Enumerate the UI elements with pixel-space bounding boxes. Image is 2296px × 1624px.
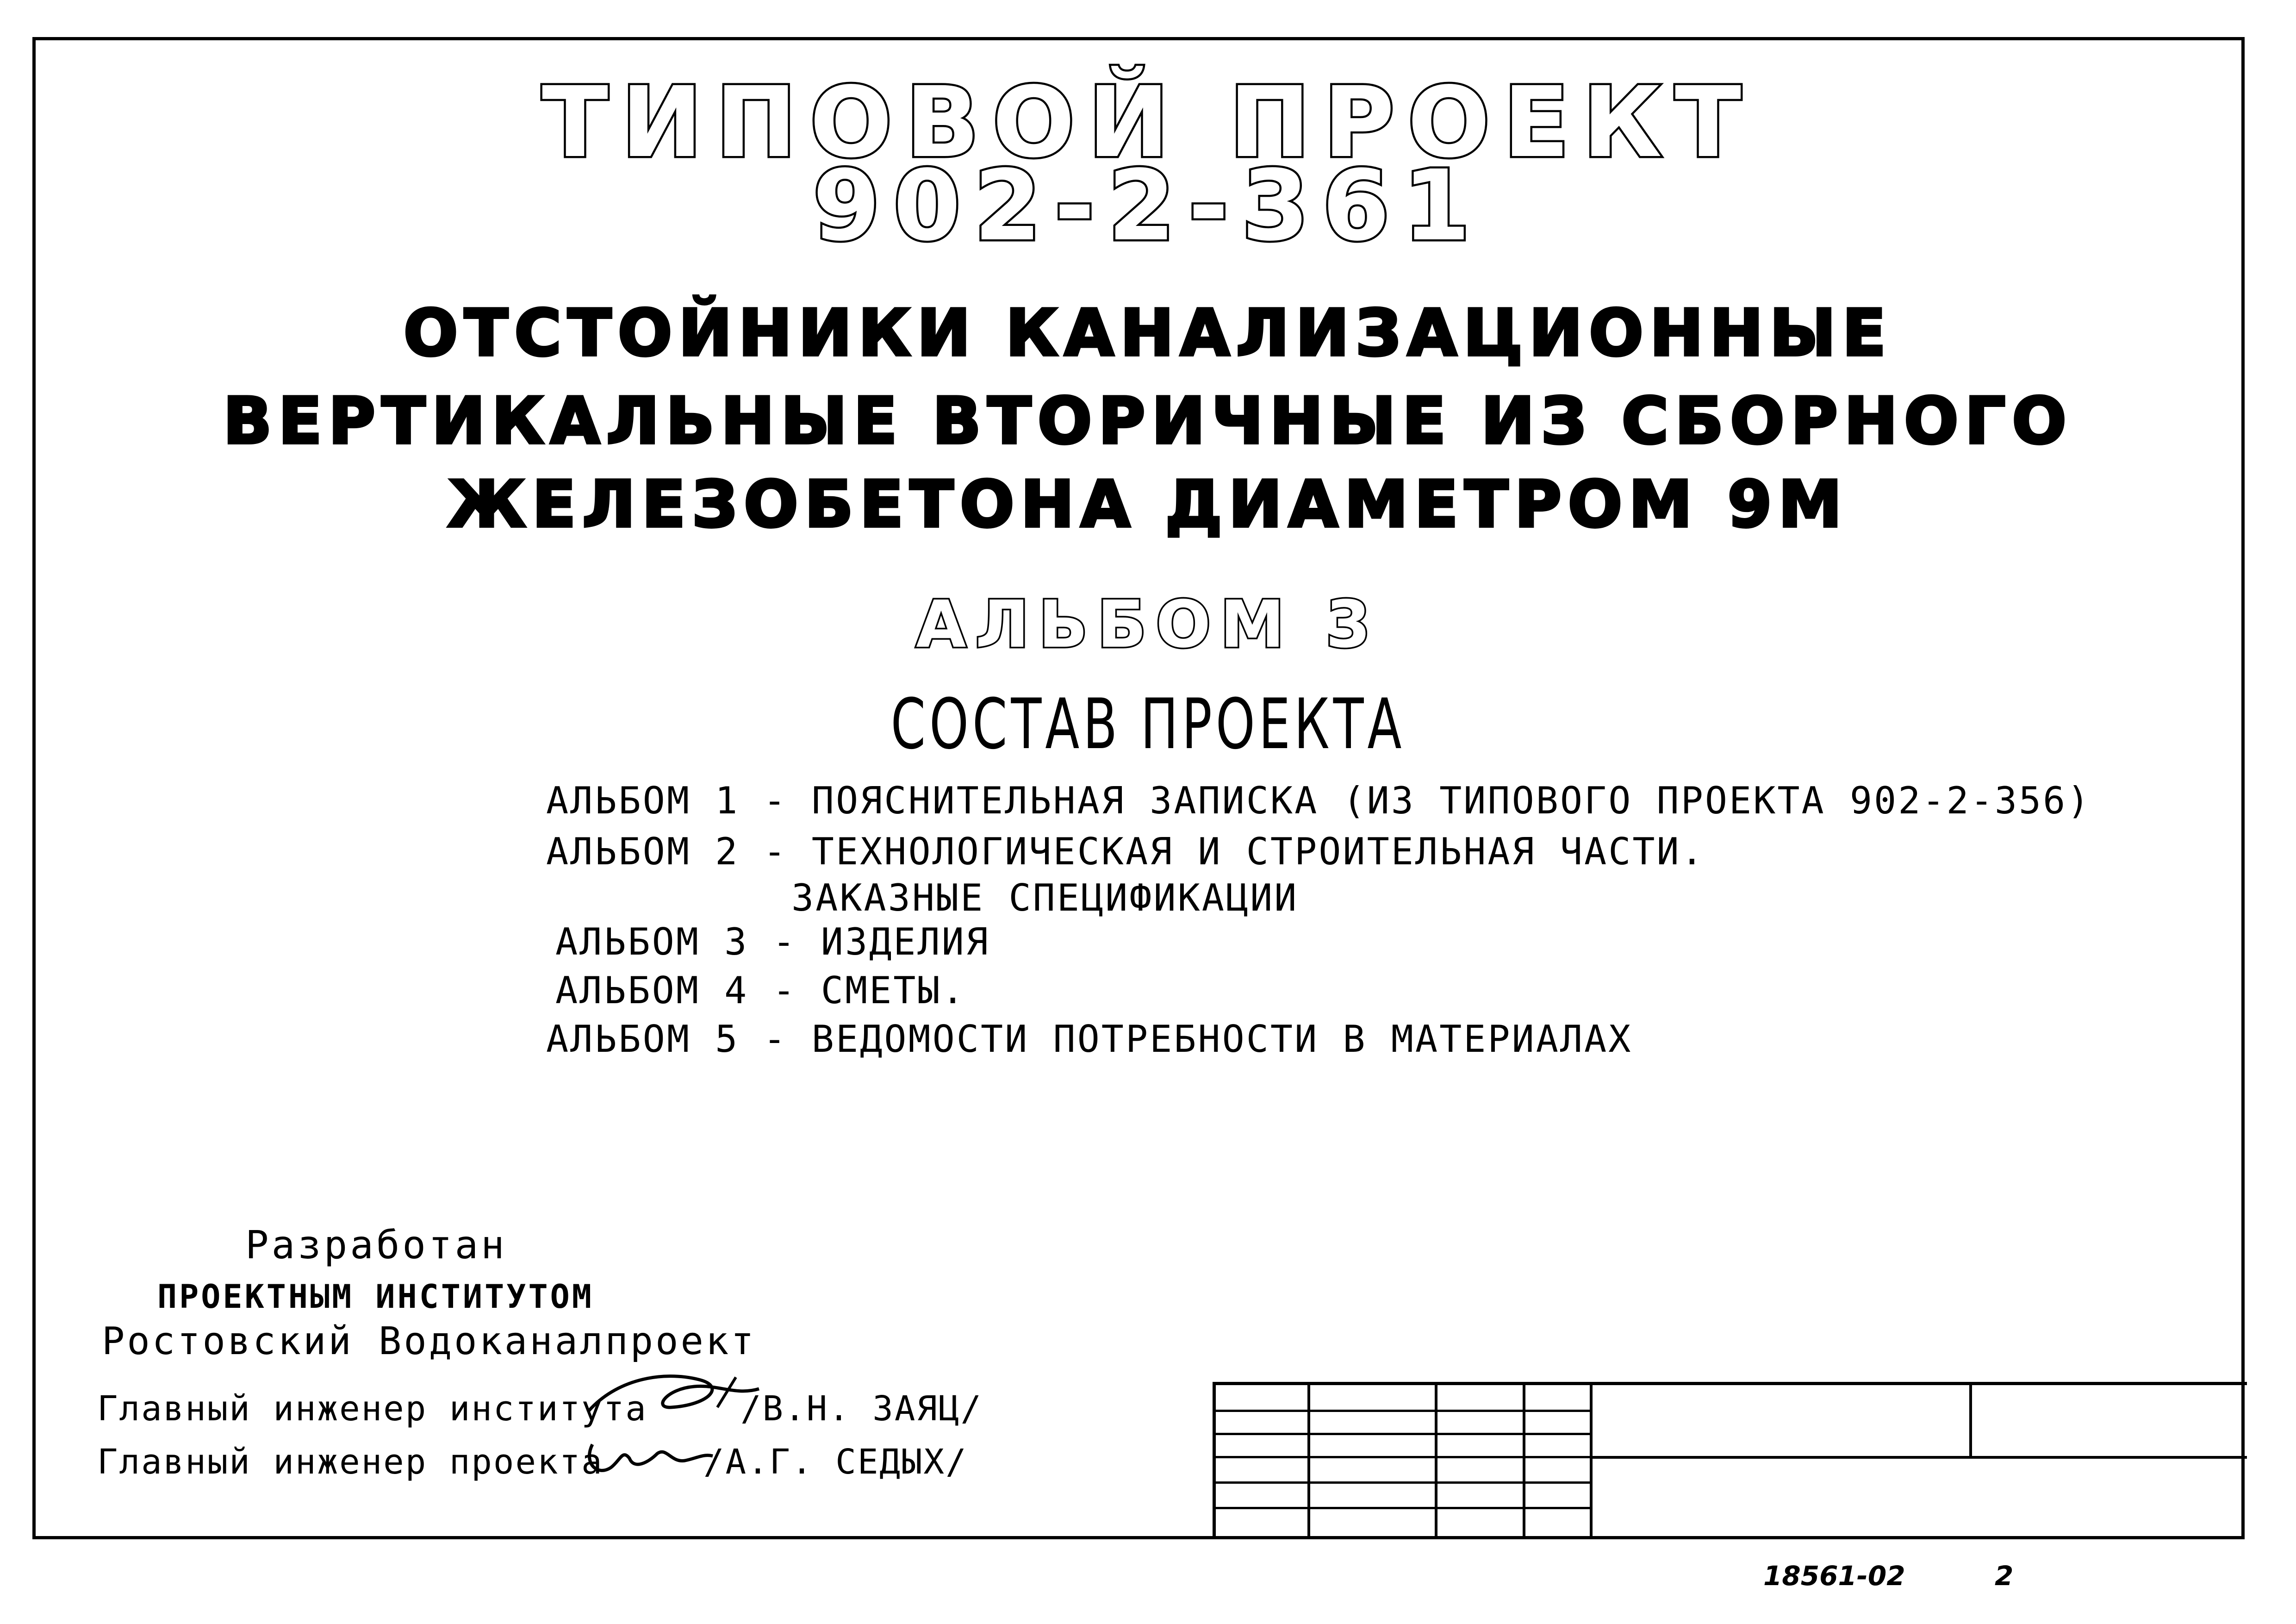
contents-heading: СОСТАВ ПРОЕКТА [890, 684, 1406, 765]
main-title-line-3: ЖЕЛЕЗОБЕТОНА ДИАМЕТРОМ 9М [448, 467, 1848, 542]
main-title-line-2: ВЕРТИКАЛЬНЫЕ ВТОРИЧНЫЕ ИЗ СБОРНОГО [223, 384, 2073, 458]
signature-name-1: /В.Н. ЗАЯЦ/ [740, 1389, 983, 1429]
contents-item-2-cont: ЗАКАЗНЫЕ СПЕЦИФИКАЦИИ [791, 876, 1299, 919]
title-block-stamp [1213, 1382, 2247, 1539]
page-number: 2 [1995, 1560, 2014, 1592]
document-number: 18561-02 [1763, 1560, 1905, 1592]
contents-item-5: АЛЬБОМ 5 - ВЕДОМОСТИ ПОТРЕБНОСТИ В МАТЕРИАЛАХ [546, 1018, 1633, 1061]
signature-mark-2 [579, 1426, 717, 1486]
contents-item-4: АЛЬБОМ 4 - СМЕТЫ. [555, 969, 966, 1012]
contents-item-1: АЛЬБОМ 1 - ПОЯСНИТЕЛЬНАЯ ЗАПИСКА (ИЗ ТИПОВОГО ПРОЕКТА 902-2-356) [546, 779, 2091, 822]
title-line-2: 902-2-361 [812, 149, 1484, 262]
contents-item-3: АЛЬБОМ 3 - ИЗДЕЛИЯ [555, 920, 990, 963]
signature-name-2: /А.Г. СЕДЫХ/ [703, 1442, 968, 1482]
contents-item-2: АЛЬБОМ 2 - ТЕХНОЛОГИЧЕСКАЯ И СТРОИТЕЛЬНАЯ ЧАСТИ. [546, 830, 1705, 873]
main-title-line-1: ОТСТОЙНИКИ КАНАЛИЗАЦИОННЫЕ [404, 296, 1892, 370]
album-label: АЛЬБОМ 3 [916, 587, 1380, 662]
developer-line-2: ПРОЕКТНЫМ ИНСТИТУТОМ [157, 1278, 594, 1316]
signature-role-2: Главный инженер проекта [97, 1442, 604, 1482]
developer-line-1: Разработан [245, 1222, 507, 1268]
signature-role-1: Главный инженер института [97, 1389, 647, 1429]
title-line-1: ТИПОВОЙ ПРОЕКТ [541, 66, 1755, 179]
developer-line-3: Ростовский Водоканалпроект [102, 1319, 756, 1363]
